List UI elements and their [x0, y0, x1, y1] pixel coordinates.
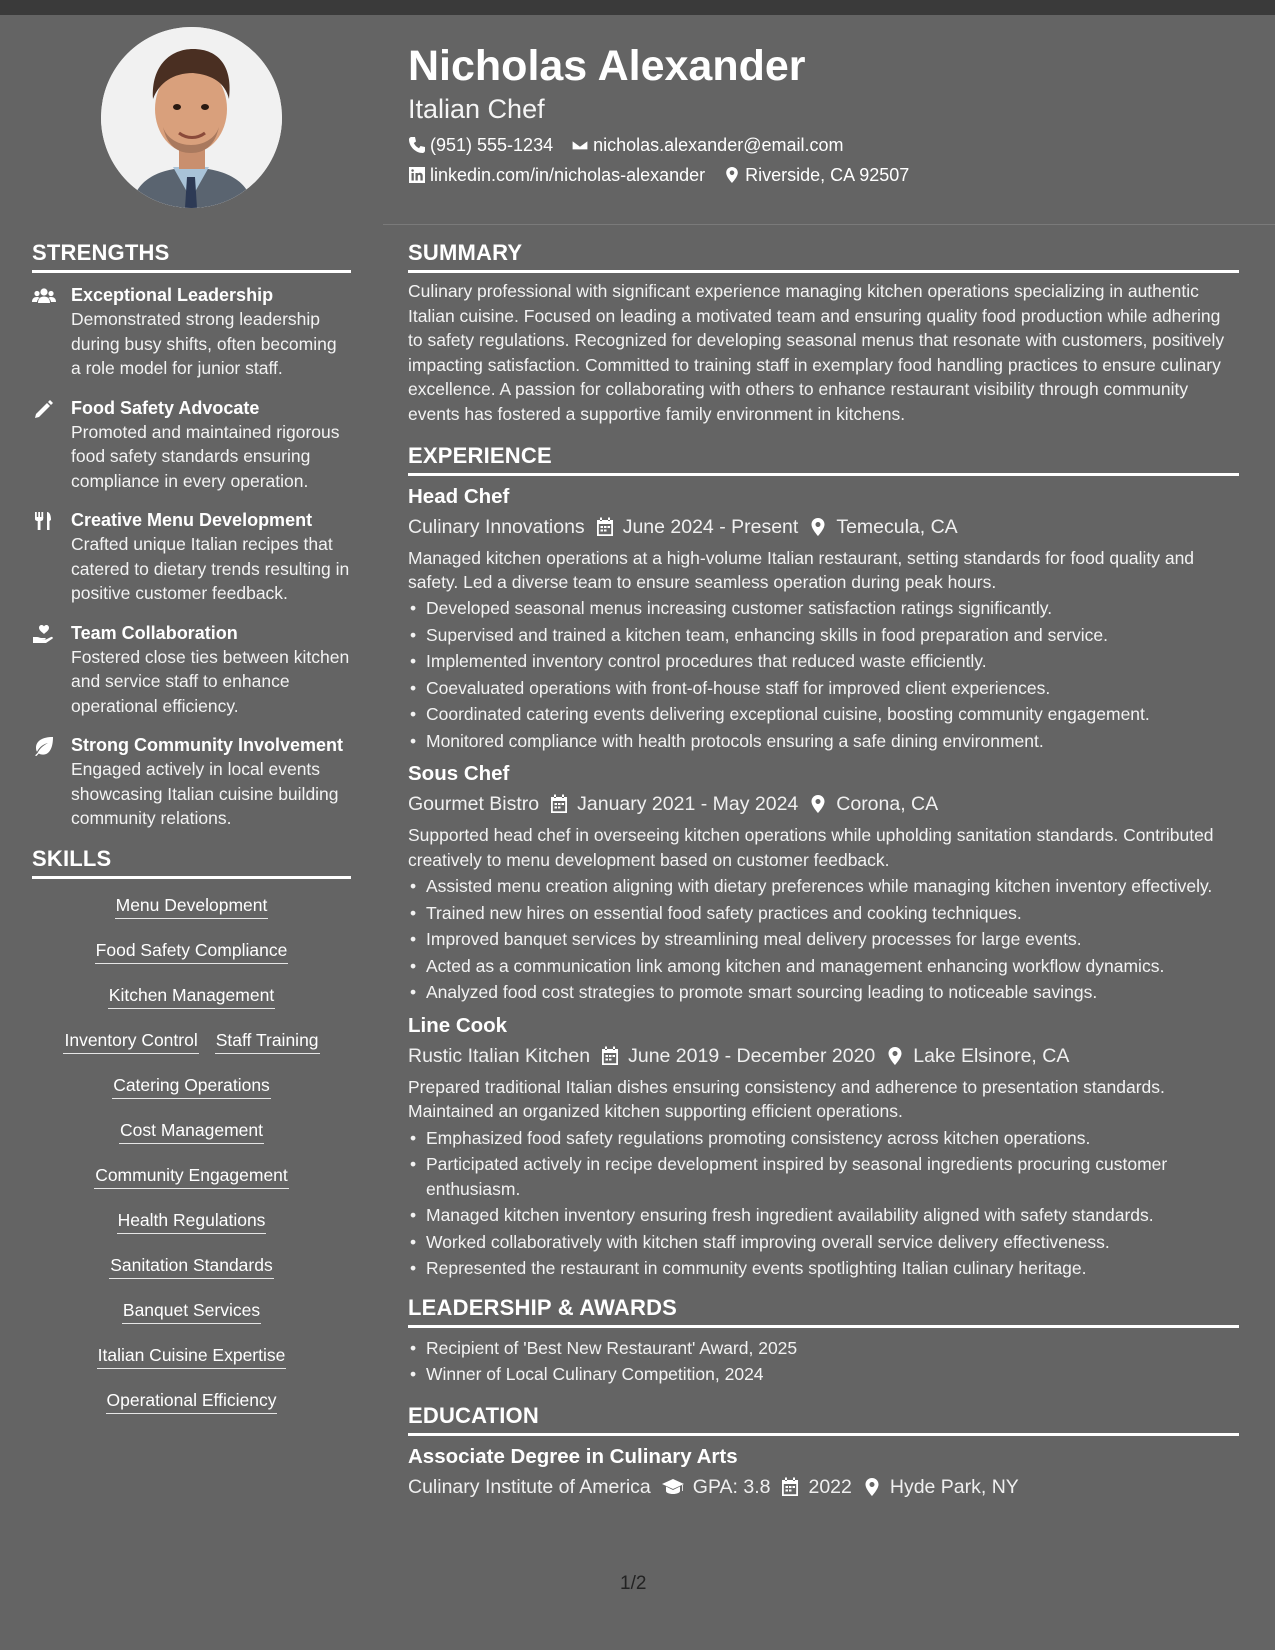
job-bullet: • Trained new hires on essential food safety practices and cooking techniques. — [408, 901, 1239, 926]
skill-tag: Catering Operations — [112, 1073, 271, 1099]
job-bullets — [408, 596, 1239, 753]
job-bullet: • Acted as a communication link among kitchen and management enhancing workflow dynamics. — [408, 954, 1239, 979]
job-bullet: • Participated actively in recipe development inspired by seasonal ingredients procuring customer enthusiasm. — [408, 1152, 1239, 1201]
job-bullet: • Managed kitchen inventory ensuring fresh ingredient availability aligned with safety standards. — [408, 1203, 1239, 1228]
job-description: Managed kitchen operations at a high-volume Italian restaurant, setting standards for food quality and safety. Led a diverse team to ensure seamless operation during peak hours. — [408, 547, 1195, 592]
job-bullet: • Analyzed food cost strategies to promote smart sourcing leading to noticeable savings. — [408, 980, 1239, 1005]
contact-row — [408, 134, 1239, 156]
awards-list — [408, 1336, 1239, 1387]
job-dates — [600, 1041, 875, 1071]
job-meta — [408, 512, 1239, 542]
calendar-icon — [780, 1477, 800, 1497]
education-year — [780, 1472, 851, 1502]
skill-tag: Inventory Control — [63, 1028, 198, 1054]
job-location — [808, 789, 938, 819]
avatar — [101, 27, 282, 208]
job-location-text: Lake Elsinore, CA — [913, 1044, 1070, 1067]
job-company: Gourmet Bistro — [408, 793, 540, 816]
skill-tag: Food Safety Compliance — [95, 938, 289, 964]
users-icon — [32, 286, 56, 306]
skill-tag: Sanitation Standards — [109, 1253, 273, 1279]
phone — [408, 134, 553, 156]
job-bullet: • Improved banquet services by streamlining meal delivery processes for large events. — [408, 927, 1239, 952]
job-description: Prepared traditional Italian dishes ensuring consistency and adherence to presentation standards. Maintained an organized kitchen supporting efficient operations. — [408, 1076, 1165, 1122]
graduation-cap-icon — [661, 1477, 685, 1497]
skill-row — [32, 1388, 351, 1433]
candidate-role: Italian Chef — [408, 94, 545, 124]
job-company: Rustic Italian Kitchen — [408, 1044, 591, 1067]
strengths-title: STRENGTHS — [32, 240, 351, 273]
job-meta — [408, 1041, 1239, 1071]
job-meta — [408, 789, 1239, 819]
skill-row — [32, 1298, 351, 1343]
summary-text: Culinary professional with significant experience managing kitchen operations specializing in authentic Italian cuisine. Focused on leading a motivated team and ensuring quality food production while adhering to safety regulations. Recognized for developing seasonal menus that resonate with customers, positively impacting satisfaction. Committed to training staff in exemplary food handling practices to ensure culinary excellence. A passion for collaborating with others to enhance restaurant visibility through community events has fostered a supportive family environment in kitchens. — [408, 281, 1225, 424]
job-title: Sous Chef — [408, 762, 510, 786]
strength-title: Strong Community Involvement — [71, 735, 344, 755]
skill-tag: Operational Efficiency — [106, 1388, 278, 1414]
skill-tag: Banquet Services — [122, 1298, 261, 1324]
job-bullet: • Coordinated catering events delivering exceptional cuisine, boosting community engagement. — [408, 702, 1239, 727]
linkedin-icon — [408, 166, 426, 184]
strength-title: Exceptional Leadership — [71, 285, 274, 305]
job-location-text: Corona, CA — [836, 793, 939, 816]
strength-item — [32, 733, 351, 831]
leaf-icon — [32, 736, 56, 756]
job-entry — [408, 759, 1239, 1004]
job-bullet: • Monitored compliance with health protocols ensuring a safe dining environment. — [408, 729, 1239, 754]
job-bullets — [408, 1126, 1239, 1281]
award-item: • Recipient of 'Best New Restaurant' Award, 2025 — [408, 1336, 1239, 1361]
calendar-icon — [549, 794, 569, 814]
strength-item — [32, 508, 351, 606]
school: Culinary Institute of America — [408, 1475, 651, 1498]
linkedin[interactable] — [408, 164, 705, 186]
phone-icon — [408, 136, 426, 154]
job-location — [885, 1041, 1069, 1071]
job-location-text: Temecula, CA — [836, 515, 958, 538]
skill-row — [32, 893, 351, 938]
job-bullets — [408, 874, 1239, 1005]
strength-item — [32, 621, 351, 719]
linkedin-text[interactable]: linkedin.com/in/nicholas-alexander — [430, 165, 706, 185]
skill-tag: Community Engagement — [94, 1163, 289, 1189]
strength-desc: Demonstrated strong leadership during busy shifts, often becoming a role model for junior staff. — [71, 309, 337, 378]
strength-title: Team Collaboration — [71, 622, 238, 643]
job-bullet: • Represented the restaurant in community events spotlighting Italian culinary heritage. — [408, 1256, 1239, 1281]
skill-tag: Italian Cuisine Expertise — [97, 1343, 287, 1369]
calendar-icon — [595, 517, 615, 537]
strength-item — [32, 396, 351, 494]
skill-tag: Kitchen Management — [108, 983, 275, 1009]
skills-title: SKILLS — [32, 846, 351, 879]
strength-desc: Fostered close ties between kitchen and service staff to enhance operational efficiency. — [71, 646, 350, 716]
main-column — [408, 240, 1239, 1502]
degree: Associate Degree in Culinary Arts — [408, 1444, 738, 1468]
skills-list — [32, 893, 351, 1433]
job-bullet: • Worked collaboratively with kitchen staff improving overall service delivery effectiveness. — [408, 1230, 1239, 1255]
skill-row — [32, 1253, 351, 1298]
location — [723, 164, 909, 186]
map-pin-icon — [862, 1477, 882, 1497]
job-dates-text: June 2019 - December 2020 — [628, 1044, 876, 1067]
education-year-text: 2022 — [808, 1475, 852, 1498]
skill-tag: Cost Management — [119, 1118, 264, 1144]
education-meta — [408, 1472, 1239, 1502]
summary-title: SUMMARY — [408, 240, 1239, 273]
skill-row — [32, 1163, 351, 1208]
map-pin-icon — [808, 517, 828, 537]
gpa-text: GPA: 3.8 — [692, 1475, 771, 1498]
email-text[interactable]: nicholas.alexander@email.com — [593, 135, 844, 155]
education-location-text: Hyde Park, NY — [889, 1475, 1019, 1498]
strength-desc: Promoted and maintained rigorous food safety standards ensuring compliance in every operation. — [71, 421, 340, 491]
job-bullet: • Emphasized food safety regulations promoting consistency across kitchen operations. — [408, 1126, 1239, 1151]
phone-text: (951) 555-1234 — [430, 135, 554, 155]
strengths-list — [32, 283, 351, 831]
candidate-name: Nicholas Alexander — [408, 42, 806, 90]
page-number: 1/2 — [620, 1573, 647, 1594]
job-location — [808, 512, 957, 542]
top-bar — [0, 0, 1275, 15]
profile-photo-icon — [101, 27, 282, 208]
job-entry — [408, 482, 1239, 754]
award-item: • Winner of Local Culinary Competition, 2024 — [408, 1362, 1239, 1387]
education-title: EDUCATION — [408, 1403, 1239, 1436]
strength-desc: Crafted unique Italian recipes that catered to dietary trends resulting in positive customer feedback. — [71, 534, 350, 603]
skill-row — [32, 938, 351, 983]
strength-title: Creative Menu Development — [71, 510, 313, 530]
skill-tag: Staff Training — [215, 1028, 320, 1054]
envelope-icon — [571, 136, 589, 154]
awards-title: LEADERSHIP & AWARDS — [408, 1295, 1239, 1328]
job-bullet: • Supervised and trained a kitchen team, enhancing skills in food preparation and service. — [408, 623, 1239, 648]
strength-title: Food Safety Advocate — [71, 397, 260, 418]
hand-heart-icon — [32, 624, 56, 644]
location-text: Riverside, CA 92507 — [745, 165, 910, 185]
job-dates — [595, 512, 799, 542]
skill-row — [32, 1208, 351, 1253]
skill-row — [32, 1343, 351, 1388]
map-pin-icon — [808, 794, 828, 814]
skill-tag: Menu Development — [115, 893, 269, 919]
header — [408, 40, 1239, 186]
calendar-icon — [600, 1046, 620, 1066]
strength-item — [32, 283, 351, 381]
email[interactable] — [571, 134, 843, 156]
header-divider — [383, 224, 1275, 225]
job-bullet: • Developed seasonal menus increasing customer satisfaction ratings significantly. — [408, 596, 1239, 621]
job-entry — [408, 1011, 1239, 1281]
job-title: Line Cook — [408, 1013, 508, 1037]
skill-tag: Health Regulations — [117, 1208, 267, 1234]
job-bullet: • Implemented inventory control procedures that reduced waste efficiently. — [408, 649, 1239, 674]
job-company: Culinary Innovations — [408, 515, 585, 538]
skill-row — [32, 1028, 351, 1073]
pencil-icon — [32, 399, 56, 419]
skill-row — [32, 1118, 351, 1163]
experience-title: EXPERIENCE — [408, 443, 1239, 476]
map-pin-icon — [723, 166, 741, 184]
job-title: Head Chef — [408, 484, 510, 508]
job-dates — [549, 789, 798, 819]
gpa — [661, 1472, 771, 1502]
job-bullet: • Assisted menu creation aligning with dietary preferences while managing kitchen inventory effectively. — [408, 874, 1239, 899]
map-pin-icon — [885, 1046, 905, 1066]
skill-row — [32, 1073, 351, 1118]
job-bullet: • Coevaluated operations with front-of-house staff for improved client experiences. — [408, 676, 1239, 701]
strength-desc: Engaged actively in local events showcasing Italian cuisine building community relations. — [71, 759, 339, 828]
job-dates-text: January 2021 - May 2024 — [577, 793, 799, 816]
skill-row — [32, 983, 351, 1028]
utensils-icon — [32, 511, 56, 531]
contact-row — [408, 164, 1239, 186]
job-description: Supported head chef in overseeing kitchen operations while upholding sanitation standards. Contributed creatively to menu development based on customer feedback. — [408, 825, 1214, 870]
education-location — [862, 1472, 1019, 1502]
left-column — [32, 240, 351, 1433]
job-dates-text: June 2024 - Present — [622, 515, 799, 538]
